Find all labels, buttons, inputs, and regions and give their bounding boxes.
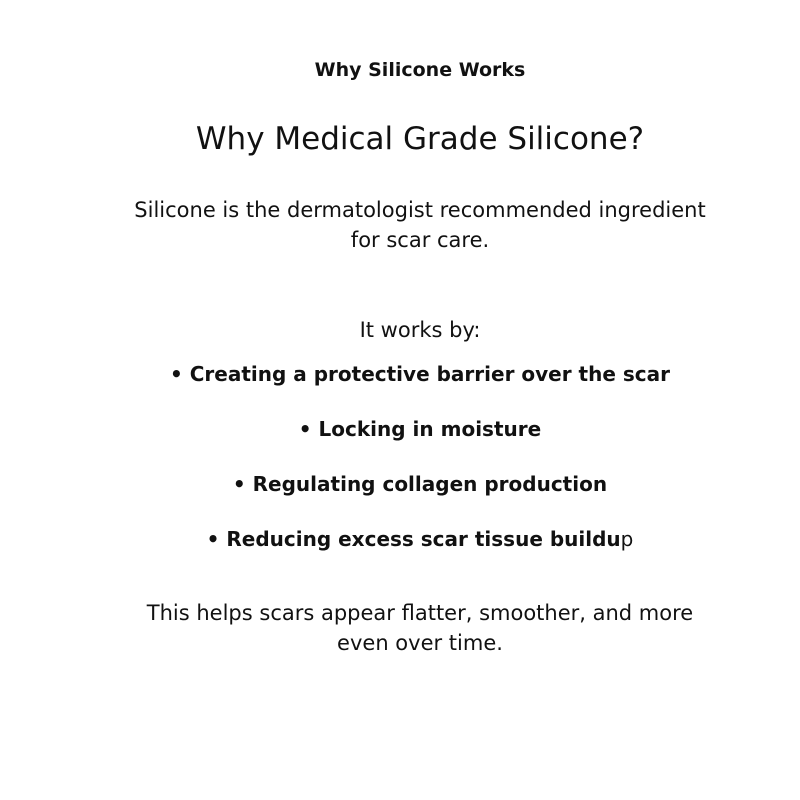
list-lead: It works by: bbox=[359, 318, 481, 342]
list-item bbox=[20, 415, 800, 443]
intro-line-1: Silicone is the dermatologist recommended ingredient bbox=[134, 198, 706, 222]
list-item-text: • Regulating collagen production bbox=[232, 472, 608, 496]
list-item-text: • Creating a protective barrier over the scar bbox=[169, 362, 671, 386]
outro-paragraph bbox=[20, 598, 800, 658]
outro-line-1: This helps scars appear flatter, smoother, and more bbox=[146, 601, 694, 625]
list-item-text: • Locking in moisture bbox=[298, 417, 542, 441]
list-item bbox=[20, 525, 800, 553]
outro-line-2: even over time. bbox=[337, 631, 503, 655]
list-item bbox=[20, 470, 800, 498]
page-title: Why Medical Grade Silicone? bbox=[195, 121, 645, 157]
intro-paragraph bbox=[20, 195, 800, 255]
list-item-text: • Reducing excess scar tissue buildu bbox=[206, 527, 621, 551]
intro-line-2: for scar care. bbox=[350, 228, 490, 252]
section-eyebrow: Why Silicone Works bbox=[314, 59, 526, 81]
list-item-tail: p bbox=[620, 527, 634, 551]
list-item bbox=[20, 360, 800, 388]
